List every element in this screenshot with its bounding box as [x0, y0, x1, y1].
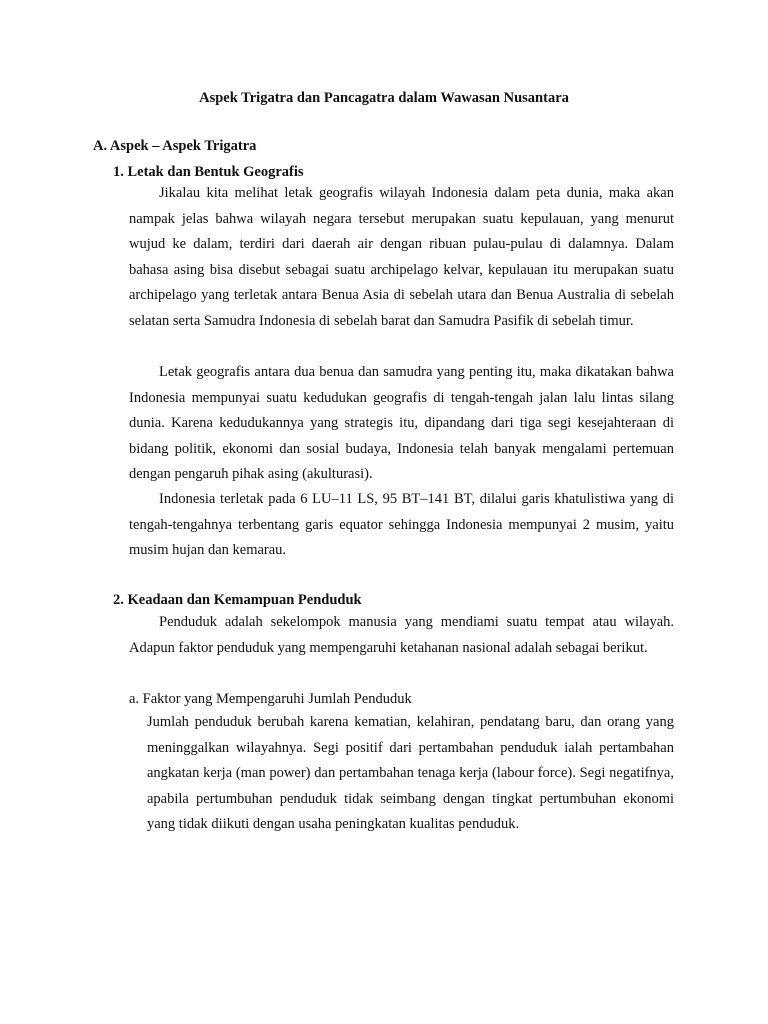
subsection-a-heading: a. Faktor yang Mempengaruhi Jumlah Penduduk: [129, 691, 412, 707]
subsection-1-heading: 1. Letak dan Bentuk Geografis: [113, 164, 304, 180]
paragraph-penduduk-intro: Penduduk adalah sekelompok manusia yang mendiami suatu tempat atau wilayah. Adapun faktor penduduk yang mempengaruhi ketahanan nasional adalah sebagai berikut.: [129, 614, 674, 656]
subsection-2-heading: 2. Keadaan dan Kemampuan Penduduk: [113, 592, 362, 608]
page-title: Aspek Trigatra dan Pancagatra dalam Wawasan Nusantara: [199, 90, 569, 106]
paragraph-letak-3: Indonesia terletak pada 6 LU–11 LS, 95 BT–141 BT, dilalui garis khatulistiwa yang di tengah-tengahnya terbentang garis equator sehingga Indonesia mempunyai 2 musim, yaitu musim hujan dan kemarau.: [129, 491, 674, 558]
paragraph-faktor-jumlah: Jumlah penduduk berubah karena kematian, kelahiran, pendatang baru, dan orang yang meninggalkan wilayahnya. Segi positif dari pertambahan penduduk ialah pertambahan angkatan kerja (man power) dan pertambahan tenaga kerja (labour force). Segi negatifnya, apabila pertumbuhan penduduk tidak seimbang dengan tingkat pertumbuhan ekonomi yang tidak diikuti dengan usaha peningkatan kualitas penduduk.: [147, 714, 674, 832]
section-a-heading: A. Aspek – Aspek Trigatra: [93, 138, 257, 154]
paragraph-letak-2: Letak geografis antara dua benua dan samudra yang penting itu, maka dikatakan bahwa Indonesia mempunyai suatu kedudukan geografis di tengah-tengah jalan lalu lintas silang dunia. Karena kedudukannya yang strategis itu, dipandang dari tiga segi kesejahteraan di bidang politik, ekonomi dan sosial budaya, Indonesia telah banyak mengalami pertemuan dengan pengaruh pihak asing (akulturasi).: [129, 364, 674, 482]
paragraph-letak-1: Jikalau kita melihat letak geografis wilayah Indonesia dalam peta dunia, maka akan nampak jelas bahwa wilayah negara tersebut merupakan suatu kepulauan, yang menurut wujud ke dalam, terdiri dari daerah air dengan ribuan pulau-pulau di dalamnya. Dalam bahasa asing bisa disebut sebagai suatu archipelago kelvar, kepulauan itu merupakan suatu archipelago yang terletak antara Benua Asia di sebelah utara dan Benua Australia di sebelah selatan serta Samudra Indonesia di sebelah barat dan Samudra Pasifik di sebelah timur.: [129, 185, 674, 329]
